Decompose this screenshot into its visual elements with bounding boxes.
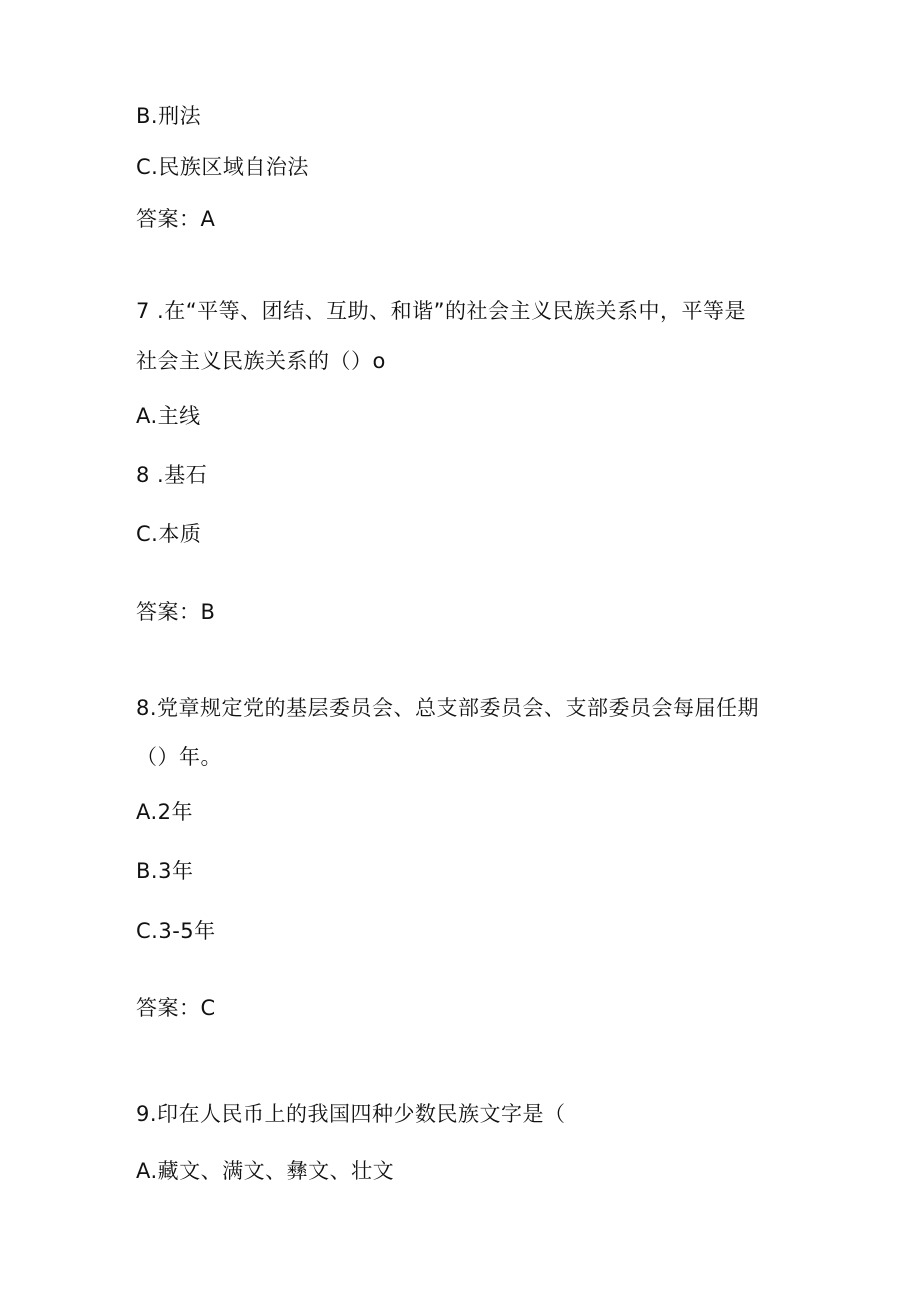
q6-option-b: B.刑法 — [136, 104, 202, 128]
q8-question-line-1: 8.党章规定党的基层委员会、总支部委员会、支部委员会每届任期 — [136, 696, 760, 720]
q8-option-a: A.2年 — [136, 800, 194, 824]
q8-option-c: C.3-5年 — [136, 919, 216, 943]
q6-option-c: C.民族区域自治法 — [136, 155, 309, 179]
q9-question: 9.印在人民币上的我国四种少数民族文字是（ — [136, 1102, 566, 1126]
q7-option-a: A.主线 — [136, 404, 201, 428]
q9-option-a: A.藏文、满文、彝文、壮文 — [136, 1159, 395, 1183]
q7-option-b: 8 .基石 — [136, 463, 208, 487]
q8-option-b: B.3年 — [136, 859, 194, 883]
q6-answer: 答案：A — [136, 207, 216, 231]
q7-option-c: C.本质 — [136, 522, 202, 546]
q7-question-line-2: 社会主义民族关系的（）o — [136, 349, 386, 373]
q8-answer: 答案：C — [136, 996, 216, 1020]
q8-question-line-2: （）年。 — [136, 745, 222, 769]
q7-question-line-1: 7 .在“平等、团结、互助、和谐”的社会主义民族关系中，平等是 — [136, 299, 746, 323]
q7-answer: 答案：B — [136, 600, 216, 624]
